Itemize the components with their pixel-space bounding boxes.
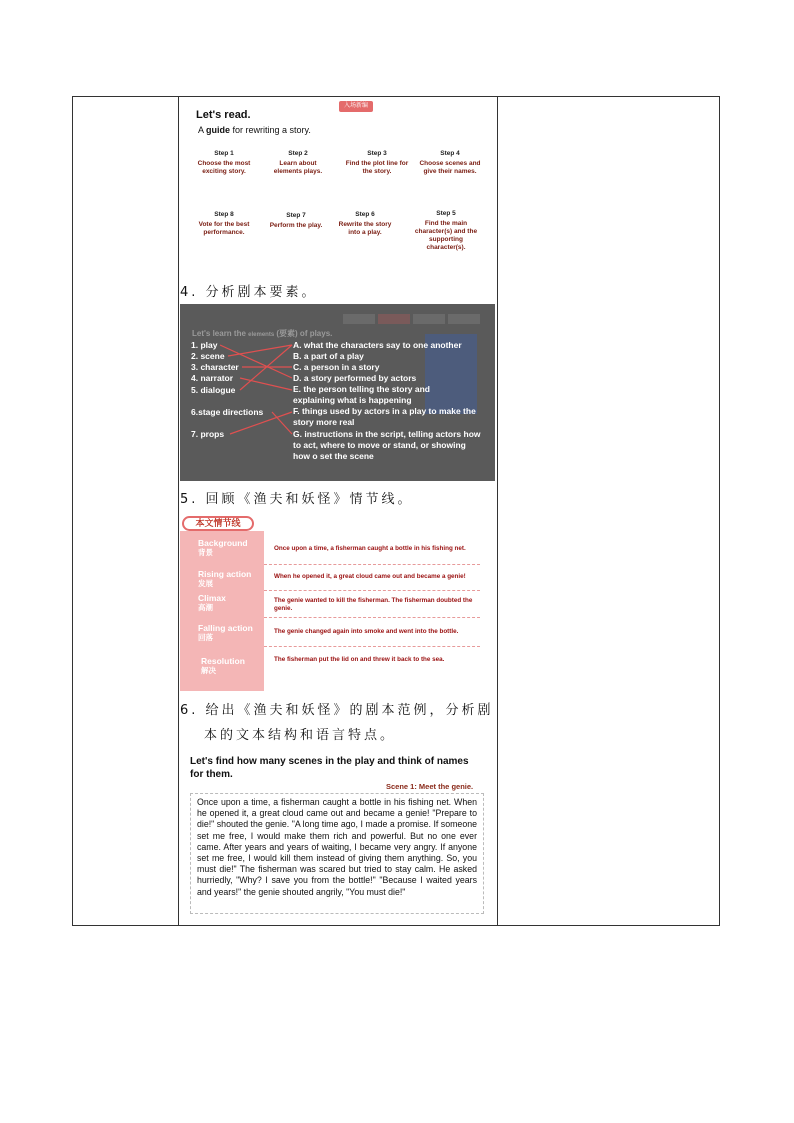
item-4-heading: 4. 分析剧本要素。 — [180, 285, 318, 300]
item-6-heading: 6. 给出《渔夫和妖怪》的剧本范例，分析剧 — [180, 703, 494, 718]
scene-label: Scene 1: Meet the genie. — [386, 782, 474, 791]
table-divider — [178, 97, 179, 925]
plot-divider — [264, 564, 480, 565]
definition-item: D. a story performed by actors — [293, 373, 417, 383]
story-passage: Once upon a time, a fisherman caught a bottle in his fishing net. When he opened it, a great cloud came out and became a genie! "Prepare to die!" shouted the genie. "A long time ago, I made a promise. If someone set me free, I would make them rich and powerful. But no one ever came. After years and years of waiting, I became very angry. If anyone set me free, I would kill them instead of giving them anything. So, you must die!" The fisherman was scared but tried to stay calm. He asked hurriedly, "Why? I save you from the bottle!" "Because I waited years and years!" the genie shouted angrily, "You must die!" — [190, 793, 484, 914]
definition-item: F. things used by actors in a play to make the story more real — [293, 406, 476, 427]
term-item: 5. dialogue — [191, 385, 236, 395]
plot-stage: Rising action 发展 — [198, 569, 252, 588]
plot-event: When he opened it, a great cloud came out and became a genie! — [274, 573, 466, 580]
definition-item: G. instructions in the script, telling actors how to act, where to move or stand, or showing how o set the scene — [293, 429, 481, 461]
table-divider — [497, 97, 498, 925]
step-card: Step 4 Choose scenes and give their names. — [419, 150, 481, 175]
term-item: 3. character — [191, 362, 239, 372]
plot-event: Once upon a time, a fisherman caught a bottle in his fishing net. — [274, 545, 466, 552]
term-item: 2. scene — [191, 351, 225, 361]
definition-item: B. a part of a play — [293, 351, 364, 361]
section-badge: 入场新编 — [339, 101, 373, 112]
item-5-heading: 5. 回顾《渔夫和妖怪》情节线。 — [180, 492, 414, 507]
step-card: Step 3 Find the plot line for the story. — [345, 150, 409, 175]
read-title: Let's read. — [196, 109, 251, 121]
plot-stage: Climax 高潮 — [198, 593, 226, 612]
step-card: Step 7 Perform the play. — [269, 212, 323, 229]
step-card: Step 8 Vote for the best performance. — [198, 211, 250, 236]
plot-event: The genie wanted to kill the fisherman. The fisherman doubted the genie. — [274, 597, 473, 612]
matching-header: Let's learn the elements (要素) of plays. — [192, 329, 333, 338]
definition-item: C. a person in a story — [293, 362, 380, 372]
plot-stage: Background 背景 — [198, 538, 248, 557]
plot-divider — [264, 617, 480, 618]
step-card: Step 2 Learn about elements plays. — [273, 150, 323, 175]
plot-event: The genie changed again into smoke and went into the bottle. — [274, 628, 459, 635]
plot-divider — [264, 590, 480, 591]
step-card: Step 5 Find the main character(s) and the supporting character(s). — [414, 210, 478, 251]
plot-heading: 本文情节线 — [182, 516, 254, 531]
item-6-heading-cont: 本的文本结构和语言特点。 — [204, 728, 397, 743]
term-item: 4. narrator — [191, 373, 234, 383]
definition-item: E. the person telling the story and explaining what is happening — [293, 384, 430, 405]
term-item: 1. play — [191, 340, 218, 350]
plot-stage: Resolution 解决 — [201, 656, 245, 675]
term-item: 7. props — [191, 429, 225, 439]
step-card: Step 6 Rewrite the story into a play. — [338, 211, 392, 236]
plot-divider — [264, 646, 480, 647]
plot-event: The fisherman put the lid on and threw it back to the sea. — [274, 656, 445, 663]
step-card: Step 1 Choose the most exciting story. — [197, 150, 251, 175]
scenes-question: Let's find how many scenes in the play and think of names for them. — [190, 756, 469, 780]
matching-panel — [180, 304, 495, 481]
definition-item: A. what the characters say to one another — [293, 340, 462, 350]
term-item: 6.stage directions — [191, 407, 264, 417]
plot-stage: Falling action 回落 — [198, 623, 253, 642]
read-subtitle: A guide for rewriting a story. — [198, 125, 311, 135]
